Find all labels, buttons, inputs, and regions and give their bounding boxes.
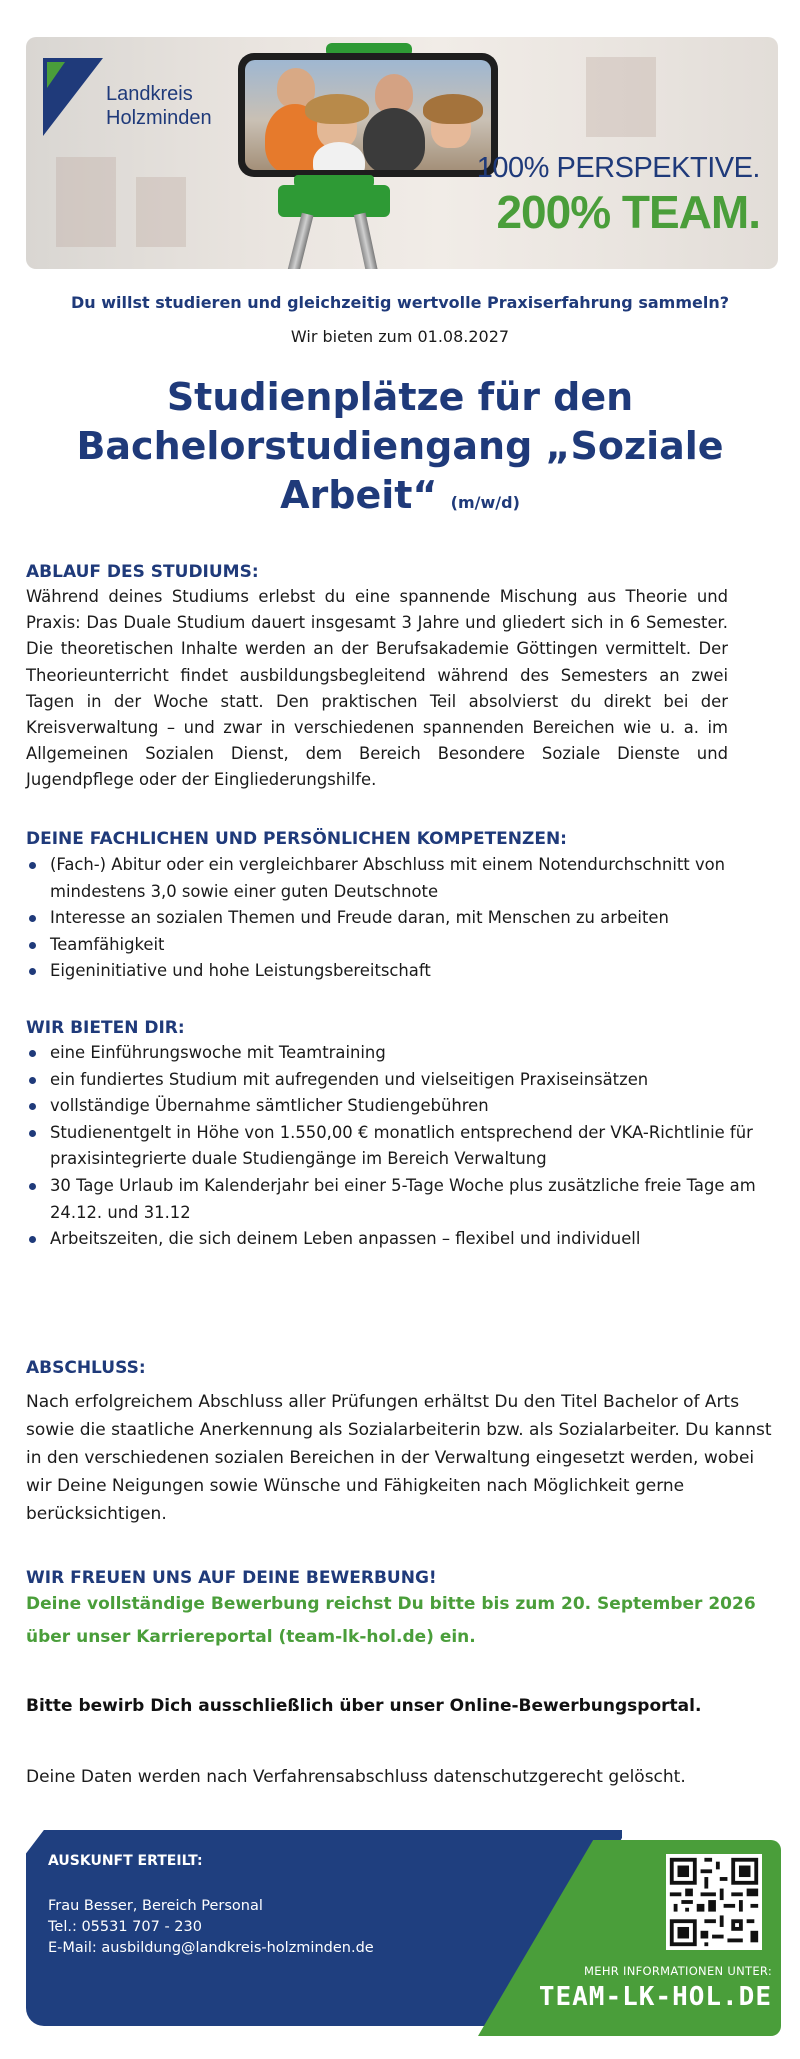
- phone-screen-photo: [245, 60, 491, 170]
- bewerbung-deadline-line1: Deine vollständige Bewerbung reichst Du bitte bis zum 20. September 2026: [26, 1594, 756, 1614]
- title-line2: Bachelorstudiengang „Soziale: [76, 424, 724, 468]
- tagline-perspektive: 100% PERSPEKTIVE.: [476, 152, 760, 184]
- tagline-team: 200% TEAM.: [496, 186, 760, 238]
- list-item: eine Einführungswoche mit Teamtraining: [26, 1040, 786, 1067]
- header-banner: [26, 37, 778, 269]
- intro-question: Du willst studieren und gleichzeitig wertvolle Praxiserfahrung sammeln?: [70, 293, 729, 312]
- person-hair: [423, 94, 483, 124]
- logo-line1: Landkreis: [106, 83, 193, 105]
- title-line3: Arbeit“: [280, 473, 438, 517]
- section-heading-bewerbung: WIR FREUEN UNS AUF DEINE BEWERBUNG!: [26, 1568, 437, 1588]
- kompetenzen-list: [26, 852, 786, 985]
- intro-offer-date: Wir bieten zum 01.08.2027: [290, 327, 510, 346]
- list-item: vollständige Übernahme sämtlicher Studiengebühren: [26, 1093, 786, 1120]
- list-item: ein fundiertes Studium mit aufregenden und vielseitigen Praxiseinsätzen: [26, 1067, 786, 1094]
- footer-more-info-label: MEHR INFORMATIONEN UNTER:: [584, 1964, 772, 1978]
- qr-code-icon[interactable]: [666, 1854, 762, 1950]
- footer-contact-name: Frau Besser, Bereich Personal: [48, 1898, 263, 1914]
- background-building: [586, 57, 656, 137]
- logo-text: [106, 82, 212, 130]
- tripod-head: [278, 185, 390, 217]
- bieten-list: [26, 1040, 786, 1253]
- title-line1: Studienplätze für den: [166, 375, 634, 419]
- page-title: [0, 373, 800, 527]
- footer-contact-heading: AUSKUNFT ERTEILT:: [48, 1853, 203, 1869]
- logo-line2: Holzminden: [106, 107, 212, 129]
- section-heading-kompetenzen: DEINE FACHLICHEN UND PERSÖNLICHEN KOMPETENZEN:: [26, 829, 567, 849]
- background-building: [56, 157, 116, 247]
- phone-illustration: [238, 53, 498, 177]
- list-item: Studienentgelt in Höhe von 1.550,00 € monatlich entsprechend der VKA-Richtlinie für praxisintegrierte duale Studiengänge im Bereich Verwaltung: [26, 1120, 786, 1173]
- list-item: Teamfähigkeit: [26, 932, 786, 959]
- bewerbung-deadline: [26, 1588, 786, 1654]
- background-building: [136, 177, 186, 247]
- footer-website-link[interactable]: TEAM-LK-HOL.DE: [538, 1982, 772, 2012]
- person-hair: [305, 94, 369, 124]
- person-photo: [313, 142, 365, 170]
- datenschutz-note: Deine Daten werden nach Verfahrensabschluss datenschutzgerecht gelöscht.: [26, 1767, 686, 1787]
- ablauf-text: Während deines Studiums erlebst du eine spannende Mischung aus Theorie und Praxis: Das Duale Studium dauert insgesamt 3 Jahre und gliedert sich in 6 Semester. Die theoretischen Inhalte werden an der Berufsakademie Göttingen vermittelt. Der Theorieunterricht findet ausbildungsbegleitend während des Semesters an zwei Tagen in der Woche statt. Den praktischen Teil absolvierst du direkt bei der Kreisverwaltung – und zwar in verschiedenen spannenden Bereichen wie u. a. im Allgemeinen Sozialen Dienst, dem Bereich Besondere Soziale Dienste und Jugendpflege oder der Eingliederungshilfe.: [26, 587, 728, 790]
- tripod-leg: [283, 213, 314, 269]
- list-item: Arbeitszeiten, die sich deinem Leben anpassen – flexibel und individuell: [26, 1226, 786, 1253]
- section-heading-bieten: WIR BIETEN DIR:: [26, 1018, 185, 1038]
- list-item: Eigeninitiative und hohe Leistungsbereitschaft: [26, 958, 786, 985]
- section-heading-ablauf: ABLAUF DES STUDIUMS:: [26, 562, 259, 582]
- online-only-note: Bitte bewirb Dich ausschließlich über unser Online-Bewerbungsportal.: [26, 1696, 702, 1716]
- footer-email: E-Mail: ausbildung@landkreis-holzminden.de: [48, 1940, 374, 1956]
- person-photo: [363, 108, 425, 170]
- list-item: 30 Tage Urlaub im Kalenderjahr bei einer 5-Tage Woche plus zusätzliche freie Tage am 24.12. und 31.12: [26, 1173, 786, 1226]
- landkreis-logo-icon: [43, 58, 103, 136]
- bewerbung-deadline-line2: über unser Karriereportal (team-lk-hol.de) ein.: [26, 1627, 476, 1647]
- list-item: Interesse an sozialen Themen und Freude daran, mit Menschen zu arbeiten: [26, 905, 786, 932]
- tripod-leg: [354, 213, 382, 269]
- abschluss-text: Nach erfolgreichem Abschluss aller Prüfungen erhältst Du den Titel Bachelor of Arts sowie die staatliche Anerkennung als Sozialarbeiterin bzw. als Sozialarbeiter. Du kannst in den verschiedenen sozialen Bereichen in der Verwaltung eingesetzt werden, wobei wir Deine Neigungen sowie Wünsche und Fähigkeiten nach Möglichkeit gerne berücksichtigen.: [26, 1392, 772, 1524]
- section-heading-abschluss: ABSCHLUSS:: [26, 1358, 146, 1378]
- title-gender-suffix: (m/w/d): [450, 493, 520, 512]
- footer-phone: Tel.: 05531 707 - 230: [48, 1919, 202, 1935]
- list-item: (Fach-) Abitur oder ein vergleichbarer Abschluss mit einem Notendurchschnitt von mindestens 3,0 sowie einer guten Deutschnote: [26, 852, 786, 905]
